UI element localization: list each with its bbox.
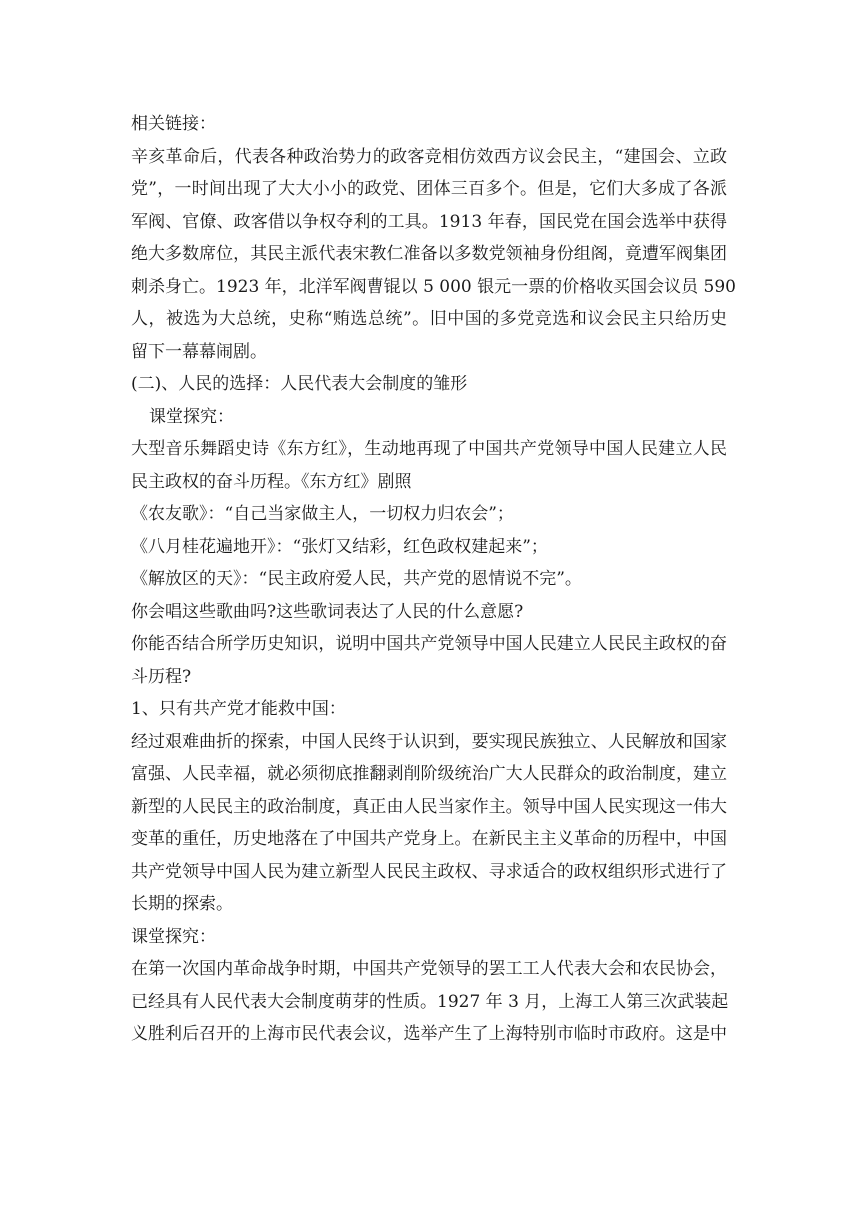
text-line-01: 相关链接： <box>131 114 216 134</box>
text-line-24: 共产党领导中国人民为建立新型人民民主政权、寻求适合的政权组织形式进行了 <box>131 861 727 882</box>
text-line-14: 《八月桂花遍地开》：“张灯又结彩，红色政权建起来”； <box>131 536 548 557</box>
text-line-28: 已经具有人民代表大会制度萌芽的性质。1927 年 3 月，上海工人第三次武装起 <box>131 991 729 1012</box>
text-line-23: 变革的重任，历史地落在了中国共产党身上。在新民主主义革命的历程中，中国 <box>131 829 727 849</box>
text-line-25: 长期的探索。 <box>131 894 233 914</box>
section-heading: (二)、人民的选择：人民代表大会制度的雏形 <box>131 374 468 394</box>
text-line-10: 课堂探究： <box>149 406 234 427</box>
text-line-21: 富强、人民幸福，就必须彻底推翻剥削阶级统治广大人民群众的政治制度，建立 <box>131 764 727 784</box>
text-line-12: 民主政权的奋斗历程。《东方红》剧照 <box>131 471 412 492</box>
document-page <box>131 108 736 1051</box>
text-line-08: 留下一幕幕闹剧。 <box>131 341 267 362</box>
text-line-02: 辛亥革命后，代表各种政治势力的政客竞相仿效西方议会民主，“建国会、立政 <box>131 146 727 167</box>
text-line-17: 你能否结合所学历史知识，说明中国共产党领导中国人民建立人民民主政权的奋 <box>131 634 727 654</box>
text-line-11: 大型音乐舞蹈史诗《东方红》，生动地再现了中国共产党领导中国人民建立人民 <box>131 439 727 459</box>
text-line-22: 新型的人民民主的政治制度，真正由人民当家作主。领导中国人民实现这一伟大 <box>131 796 727 817</box>
text-line-16: 你会唱这些歌曲吗?这些歌词表达了人民的什么意愿? <box>131 601 524 622</box>
text-line-18: 斗历程? <box>131 666 192 687</box>
text-line-05: 绝大多数席位，其民主派代表宋教仁准备以多数党领袖身份组阁，竟遭军阀集团 <box>131 244 727 264</box>
text-line-04: 军阀、官僚、政客借以争权夺利的工具。1913 年春，国民党在国会选举中获得 <box>131 211 727 232</box>
text-line-15: 《解放区的天》：“民主政府爱人民，共产党的恩情说不完”。 <box>131 569 582 589</box>
text-line-20: 经过艰难曲折的探索，中国人民终于认识到，要实现民族独立、人民解放和国家 <box>131 731 727 752</box>
text-line-29: 义胜利后召开的上海市民代表会议，选举产生了上海特别市临时市政府。这是中 <box>131 1024 727 1044</box>
text-line-03: 党”，一时间出现了大大小小的政党、团体三百多个。但是，它们大多成了各派 <box>131 179 727 199</box>
text-line-06: 刺杀身亡。1923 年，北洋军阀曹锟以 5 000 银元一票的价格收买国会议员 590 <box>131 276 736 297</box>
text-line-13: 《农友歌》：“自己当家做主人，一切权力归农会”； <box>131 504 514 524</box>
text-line-26: 课堂探究： <box>131 926 216 947</box>
subsection-heading: 1、只有共产党才能救中国： <box>131 699 346 719</box>
text-line-07: 人，被选为大总统，史称“贿选总统”。旧中国的多党竞选和议会民主只给历史 <box>131 309 727 329</box>
text-line-27: 在第一次国内革命战争时期，中国共产党领导的罢工工人代表大会和农民协会， <box>131 959 727 979</box>
